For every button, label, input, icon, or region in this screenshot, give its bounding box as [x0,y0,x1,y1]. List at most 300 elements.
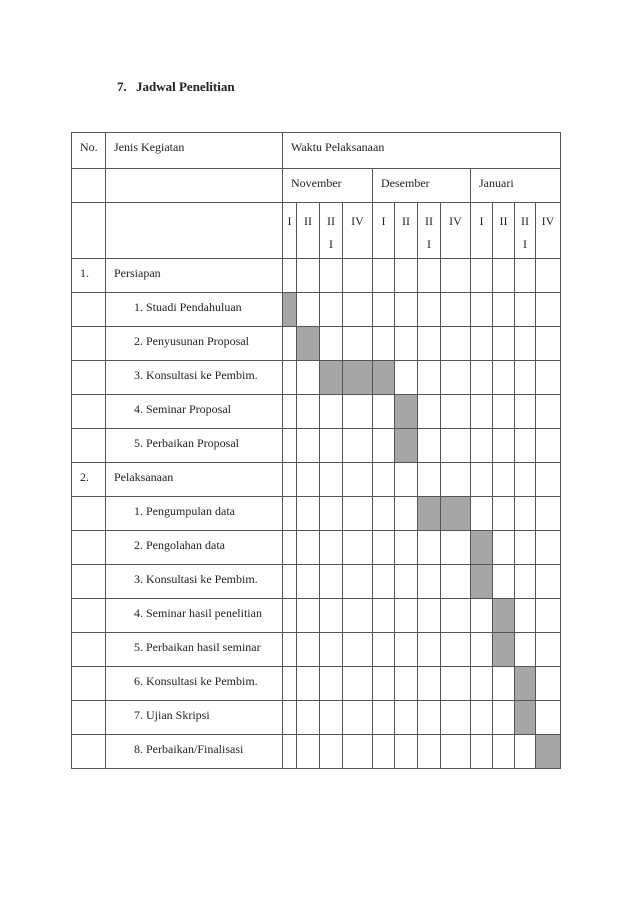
schedule-cell [297,293,320,327]
row-activity-cell [106,565,283,599]
schedule-cell [493,327,515,361]
schedule-cell [395,735,418,769]
activity-label: 1. Stuadi Pendahuluan [134,300,242,314]
month-row-no-cell [72,169,106,203]
schedule-cell [515,361,536,395]
schedule-cell [515,565,536,599]
week-cell [515,203,536,259]
schedule-cell-filled [297,327,320,361]
schedule-cell [283,497,297,531]
schedule-cell [515,633,536,667]
schedule-cell [493,531,515,565]
header-no: No. [80,140,98,154]
schedule-cell [320,565,343,599]
schedule-cell [471,293,493,327]
schedule-cell [395,599,418,633]
schedule-cell [471,497,493,531]
table-row [72,259,561,293]
week-label [343,203,372,233]
table-row [72,327,561,361]
week-label-part: I [287,214,292,228]
row-no-cell [72,497,106,531]
month-desember-cell [373,169,471,203]
schedule-cell [493,395,515,429]
row-number [72,361,105,368]
week-label [536,203,560,233]
schedule-cell [515,293,536,327]
schedule-cell [320,497,343,531]
schedule-cell [320,293,343,327]
schedule-cell [418,531,441,565]
schedule-cell [493,667,515,701]
schedule-cell [395,497,418,531]
schedule-cell [515,497,536,531]
week-label-part: II [425,214,433,228]
schedule-cell [343,429,373,463]
schedule-cell [515,463,536,497]
schedule-cell [536,497,561,531]
week-label [373,203,394,233]
schedule-cell [471,735,493,769]
week-label-part: II [521,214,529,228]
schedule-cell [441,259,471,293]
row-activity-cell [106,633,283,667]
schedule-cell [471,633,493,667]
schedule-cell [441,565,471,599]
schedule-cell [373,327,395,361]
row-no-cell [72,293,106,327]
schedule-cell [395,327,418,361]
week-label-part: II [402,214,410,228]
schedule-cell [343,259,373,293]
week-label [441,203,470,233]
schedule-cell [493,565,515,599]
week-row [72,203,561,259]
week-label [418,203,440,256]
schedule-cell [471,667,493,701]
activity-label: 5. Perbaikan Proposal [134,436,239,450]
schedule-cell [373,497,395,531]
schedule-cell [395,361,418,395]
schedule-cell [536,599,561,633]
schedule-cell [471,327,493,361]
schedule-cell [297,463,320,497]
schedule-cell [441,293,471,327]
schedule-cell [441,395,471,429]
table-row [72,429,561,463]
row-activity-cell [106,259,283,293]
schedule-cell [343,395,373,429]
table-row [72,599,561,633]
table-row [72,633,561,667]
activity-label: 8. Perbaikan/Finalisasi [134,742,244,756]
schedule-cell [515,599,536,633]
schedule-cell [395,701,418,735]
schedule-cell [320,327,343,361]
schedule-cell [536,701,561,735]
schedule-cell [418,735,441,769]
schedule-cell [297,531,320,565]
schedule-cell [297,667,320,701]
week-label-part: I [479,214,484,228]
schedule-cell [283,735,297,769]
schedule-cell [283,259,297,293]
schedule-cell-filled [343,361,373,395]
schedule-cell-filled [515,701,536,735]
schedule-cell [471,361,493,395]
schedule-cell [493,497,515,531]
activity-label: 6. Konsultasi ke Pembim. [134,674,258,688]
schedule-cell [471,599,493,633]
activity-label: 2. Penyusunan Proposal [134,334,249,348]
table-row [72,395,561,429]
row-no-cell [72,701,106,735]
schedule-cell [493,735,515,769]
row-number [72,429,105,436]
schedule-cell [536,531,561,565]
month-november-cell [283,169,373,203]
week-cell [283,203,297,259]
week-label-part: IV [449,214,462,228]
row-number [72,497,105,504]
week-label [320,203,342,256]
row-number [72,293,105,300]
activity-label: Pelaksanaan [114,470,174,484]
schedule-cell [418,395,441,429]
schedule-cell [395,565,418,599]
activity-label: 3. Konsultasi ke Pembim. [134,368,258,382]
schedule-cell [441,701,471,735]
schedule-cell [297,599,320,633]
schedule-cell [297,735,320,769]
row-number [72,565,105,572]
week-cell [373,203,395,259]
week-label [297,203,319,233]
schedule-cell [373,463,395,497]
schedule-cell [297,395,320,429]
schedule-cell [515,531,536,565]
schedule-cell [343,565,373,599]
schedule-cell [471,463,493,497]
schedule-cell [471,429,493,463]
month-row-jenis-cell [106,169,283,203]
row-number: 1. [80,266,89,280]
week-label [493,203,514,233]
schedule-cell [373,293,395,327]
schedule-cell [283,395,297,429]
schedule-cell [320,599,343,633]
activity-label: 4. Seminar Proposal [134,402,231,416]
schedule-cell [493,429,515,463]
activity-label: 3. Konsultasi ke Pembim. [134,572,258,586]
schedule-cell [320,531,343,565]
row-number [72,633,105,640]
schedule-cell [283,599,297,633]
section-title-text: Jadwal Penelitian [136,79,235,94]
row-activity-cell [106,327,283,361]
table-row [72,293,561,327]
schedule-cell [536,395,561,429]
schedule-cell [418,701,441,735]
schedule-cell [441,599,471,633]
schedule-cell [418,599,441,633]
schedule-cell [536,429,561,463]
schedule-cell [515,735,536,769]
row-no-cell [72,327,106,361]
row-activity-cell [106,735,283,769]
row-no-cell [72,565,106,599]
row-no-cell [72,633,106,667]
schedule-cell [283,701,297,735]
row-no-cell [72,395,106,429]
week-label-part: IV [541,214,555,228]
row-number [72,599,105,606]
schedule-cell [283,429,297,463]
schedule-cell [493,701,515,735]
schedule-cell [343,599,373,633]
row-activity-cell [106,667,283,701]
schedule-cell [536,293,561,327]
schedule-cell [441,633,471,667]
schedule-cell [395,259,418,293]
week-cell [493,203,515,259]
week-label [515,203,535,256]
schedule-cell [441,735,471,769]
schedule-cell-filled [395,429,418,463]
schedule-cell [297,361,320,395]
schedule-cell [320,463,343,497]
row-activity-cell [106,531,283,565]
schedule-cell-filled [283,293,297,327]
schedule-cell [441,463,471,497]
week-cell [471,203,493,259]
row-no-cell [72,599,106,633]
schedule-cell [373,599,395,633]
schedule-cell [418,293,441,327]
schedule-cell [283,361,297,395]
schedule-cell [343,497,373,531]
schedule-cell [395,463,418,497]
week-label-part: II [327,214,335,228]
header-jenis: Jenis Kegiatan [114,140,185,154]
schedule-cell [297,701,320,735]
schedule-cell [418,633,441,667]
week-label [471,203,492,233]
schedule-cell [536,565,561,599]
row-no-cell [72,259,106,293]
activity-label: 1. Pengumpulan data [134,504,235,518]
schedule-cell [283,463,297,497]
schedule-cell-filled [471,531,493,565]
schedule-cell [373,259,395,293]
row-activity-cell [106,395,283,429]
schedule-cell [343,327,373,361]
table-row [72,463,561,497]
schedule-cell [493,361,515,395]
activity-label: 4. Seminar hasil penelitian [134,606,262,620]
schedule-cell [418,259,441,293]
table-row [72,361,561,395]
row-number [72,701,105,708]
row-activity-cell [106,429,283,463]
schedule-cell [373,429,395,463]
week-label-part: II [304,214,312,228]
schedule-cell [536,327,561,361]
row-activity-cell [106,497,283,531]
schedule-cell [297,259,320,293]
row-number [72,531,105,538]
schedule-cell [283,531,297,565]
schedule-cell [320,429,343,463]
row-activity-cell [106,599,283,633]
schedule-cell [418,565,441,599]
schedule-cell [297,633,320,667]
header-waktu-cell [283,133,561,169]
schedule-cell-filled [493,633,515,667]
week-label-part: I [381,214,386,228]
schedule-cell [373,667,395,701]
row-no-cell [72,463,106,497]
schedule-cell [320,701,343,735]
row-activity-cell [106,701,283,735]
week-label-part: IV [351,214,364,228]
schedule-cell [471,259,493,293]
activity-label: 5. Perbaikan hasil seminar [134,640,261,654]
schedule-cell [395,293,418,327]
schedule-cell [536,361,561,395]
row-no-cell [72,667,106,701]
week-cell [297,203,320,259]
schedule-cell [297,429,320,463]
row-no-cell [72,531,106,565]
schedule-cell [515,259,536,293]
section-title [117,79,235,95]
table-row [72,565,561,599]
header-row [72,133,561,169]
schedule-cell [493,293,515,327]
week-cell [418,203,441,259]
schedule-cell-filled [515,667,536,701]
schedule-cell-filled [320,361,343,395]
schedule-cell [283,667,297,701]
schedule-cell [418,361,441,395]
week-label-part: I [329,237,333,251]
activity-label: Persiapan [114,266,161,280]
schedule-cell [441,327,471,361]
row-number [72,327,105,334]
schedule-cell-filled [536,735,561,769]
schedule-cell [320,633,343,667]
schedule-cell [343,531,373,565]
schedule-cell [373,395,395,429]
week-label-part: II [499,214,508,228]
month-januari: Januari [479,176,514,190]
week-label-part: I [427,237,431,251]
schedule-cell [283,565,297,599]
week-row-no-cell [72,203,106,259]
table-row [72,701,561,735]
schedule-cell [343,735,373,769]
schedule-cell [441,361,471,395]
schedule-cell [515,327,536,361]
table-row [72,735,561,769]
month-november: November [291,176,342,190]
row-number: 2. [80,470,89,484]
schedule-cell [471,395,493,429]
row-number [72,735,105,742]
schedule-cell [515,429,536,463]
schedule-cell [343,667,373,701]
schedule-cell [471,701,493,735]
schedule-cell [343,293,373,327]
month-row [72,169,561,203]
week-row-jenis-cell [106,203,283,259]
schedule-cell [493,259,515,293]
schedule-cell [373,633,395,667]
row-no-cell [72,429,106,463]
row-activity-cell [106,361,283,395]
schedule-cell [493,463,515,497]
schedule-cell [343,701,373,735]
week-label-part: I [523,237,527,251]
schedule-table [71,132,561,769]
schedule-cell [283,327,297,361]
schedule-cell-filled [441,497,471,531]
row-no-cell [72,735,106,769]
schedule-cell [536,667,561,701]
schedule-cell [395,667,418,701]
row-number [72,667,105,674]
week-cell [320,203,343,259]
week-cell [441,203,471,259]
month-desember: Desember [381,176,430,190]
schedule-cell [373,701,395,735]
week-cell [395,203,418,259]
week-label [395,203,417,233]
week-cell [536,203,561,259]
schedule-cell-filled [418,497,441,531]
header-no-cell [72,133,106,169]
table-row [72,497,561,531]
week-cell [343,203,373,259]
row-number [72,395,105,402]
schedule-cell [320,667,343,701]
schedule-cell-filled [373,361,395,395]
schedule-cell [441,531,471,565]
schedule-cell [418,429,441,463]
activity-label: 2. Pengolahan data [134,538,225,552]
schedule-cell [536,463,561,497]
schedule-cell [343,633,373,667]
schedule-cell [320,259,343,293]
schedule-cell [536,259,561,293]
schedule-cell [373,531,395,565]
schedule-cell [373,565,395,599]
row-activity-cell [106,293,283,327]
schedule-cell [343,463,373,497]
table-row [72,531,561,565]
schedule-cell [515,395,536,429]
schedule-cell-filled [471,565,493,599]
table-row [72,667,561,701]
month-januari-cell [471,169,561,203]
row-activity-cell [106,463,283,497]
schedule-cell [283,633,297,667]
schedule-cell [536,633,561,667]
schedule-cell-filled [395,395,418,429]
schedule-cell [373,735,395,769]
schedule-cell-filled [493,599,515,633]
